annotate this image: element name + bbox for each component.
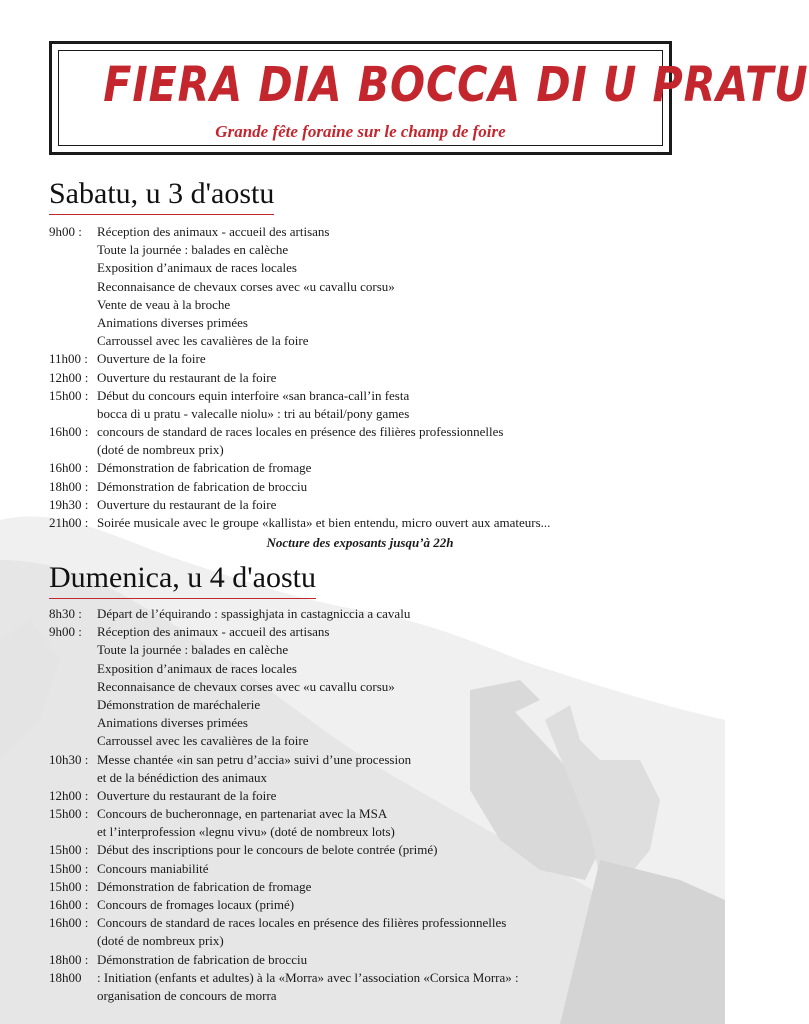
schedule-text: Démonstration de fabrication de fromage (97, 460, 312, 476)
schedule-time: 15h00 : (49, 806, 89, 822)
schedule-time: 10h30 : (49, 751, 89, 767)
schedule-row (49, 860, 689, 878)
schedule-time: 12h00 : (49, 369, 89, 385)
schedule-row (49, 914, 689, 932)
schedule-row (49, 278, 689, 296)
schedule-row (49, 605, 689, 623)
schedule-time: 15h00 : (49, 387, 89, 403)
schedule-row (49, 969, 689, 987)
schedule-text: : Initiation (enfants et adultes) à la «Morra» avec l’association «Corsica Morra» : (97, 969, 519, 985)
schedule-text: Concours de bucheronnage, en partenariat avec la MSA (97, 806, 388, 822)
schedule-text: Ouverture de la foire (97, 351, 206, 367)
nocturne-note: Nocture des exposants jusqu’à 22h (266, 535, 454, 550)
schedule-row (49, 332, 689, 350)
schedule-text: (doté de nombreux prix) (97, 933, 224, 949)
schedule-row (49, 223, 689, 241)
schedule-text: Concours maniabilité (97, 860, 209, 876)
schedule-row (49, 241, 689, 259)
schedule-text: Réception des animaux - accueil des artisans (97, 224, 330, 239)
day1-schedule (49, 223, 689, 532)
schedule-text: Vente de veau à la broche (97, 296, 231, 312)
schedule-text: Début des inscriptions pour le concours de belote contrée (primé) (97, 842, 438, 858)
schedule-text: Exposition d’animaux de races locales (97, 660, 297, 676)
schedule-row (49, 387, 689, 405)
schedule-time: 9h00 : (49, 624, 82, 640)
banner-title: FIERA DIA BOCCA DI U PRATU (103, 57, 809, 113)
schedule-time: 18h00 : (49, 478, 89, 494)
schedule-text: Démonstration de maréchalerie (97, 696, 261, 712)
schedule-time: 12h00 : (49, 787, 89, 803)
schedule-time: 16h00 : (49, 460, 89, 476)
schedule-row (49, 350, 689, 368)
schedule-row (49, 696, 689, 714)
schedule-text: Départ de l’équirando : spassighjata in castagniccia a cavalu (97, 606, 411, 621)
schedule-row (49, 259, 689, 277)
schedule-row (49, 805, 689, 823)
schedule-text: Ouverture du restaurant de la foire (97, 369, 277, 385)
schedule-text: bocca di u pratu - valecalle niolu» : tri au bétail/pony games (97, 405, 410, 421)
schedule-time: 15h00 : (49, 842, 89, 858)
schedule-row (49, 441, 689, 459)
schedule-row (49, 732, 689, 750)
schedule-time: 16h00 : (49, 915, 89, 931)
schedule-text: Messe chantée «in san petru d’accia» suivi d’une procession (97, 751, 412, 767)
schedule-row (49, 951, 689, 969)
schedule-row (49, 314, 689, 332)
schedule-time: 16h00 : (49, 897, 89, 912)
schedule-text: Animations diverses primées (97, 715, 248, 731)
schedule-row (49, 896, 689, 914)
schedule-text: Carroussel avec les cavalières de la foire (97, 733, 309, 749)
schedule-text: Concours de standard de races locales en présence des filières professionnelles (97, 915, 507, 931)
schedule-row (49, 641, 689, 659)
schedule-row (49, 423, 689, 441)
schedule-time: 18h00 (49, 969, 82, 985)
schedule-time: 19h30 : (49, 496, 89, 512)
schedule-time: 15h00 : (49, 878, 89, 894)
schedule-text: (doté de nombreux prix) (97, 442, 224, 458)
schedule-text: Ouverture du restaurant de la foire (97, 496, 277, 512)
schedule-row (49, 841, 689, 859)
schedule-text: Démonstration de fabrication de brocciu (97, 951, 308, 967)
schedule-text: Carroussel avec les cavalières de la foire (97, 333, 309, 349)
schedule-text: Reconnaisance de chevaux corses avec «u cavallu corsu» (97, 678, 395, 694)
schedule-row (49, 714, 689, 732)
schedule-text: Toute la journée : balades en calèche (97, 642, 289, 658)
schedule-row (49, 751, 689, 769)
day1-heading: Sabatu, u 3 d'aostu (49, 176, 274, 215)
schedule-time: 9h00 : (49, 224, 82, 239)
schedule-row (49, 769, 689, 787)
schedule-text: Animations diverses primées (97, 314, 248, 330)
schedule-row (49, 496, 689, 514)
schedule-text: Démonstration de fabrication de fromage (97, 878, 312, 894)
schedule-time: 8h30 : (49, 606, 82, 621)
schedule-text: et l’interprofession «legnu vivu» (doté de nombreux lots) (97, 824, 395, 840)
schedule-row (49, 678, 689, 696)
schedule-text: organisation de concours de morra (97, 987, 277, 1003)
schedule-row (49, 787, 689, 805)
day2-schedule (49, 605, 689, 1005)
schedule-row (49, 369, 689, 387)
schedule-text: Début du concours equin interfoire «san branca-call’in festa (97, 387, 410, 403)
schedule-row (49, 623, 689, 641)
schedule-row (49, 932, 689, 950)
day2-heading: Dumenica, u 4 d'aostu (49, 560, 316, 599)
schedule-row (49, 823, 689, 841)
schedule-row (49, 987, 689, 1005)
banner-subtitle: Grande fête foraine sur le champ de foire (215, 122, 506, 141)
schedule-text: Concours de fromages locaux (primé) (97, 897, 295, 912)
title-banner (49, 41, 809, 155)
schedule-text: Soirée musicale avec le groupe «kallista» et bien entendu, micro ouvert aux amateurs... (97, 515, 551, 530)
schedule-time: 11h00 : (49, 351, 88, 367)
schedule-time: 16h00 : (49, 424, 89, 440)
schedule-time: 15h00 : (49, 860, 89, 876)
schedule-text: et de la bénédiction des animaux (97, 769, 268, 785)
schedule-text: Toute la journée : balades en calèche (97, 242, 289, 258)
schedule-row (49, 459, 689, 477)
schedule-row (49, 296, 689, 314)
schedule-row (49, 478, 689, 496)
schedule-time: 18h00 : (49, 951, 89, 967)
schedule-text: Démonstration de fabrication de brocciu (97, 478, 308, 494)
schedule-row (49, 405, 689, 423)
schedule-row (49, 878, 689, 896)
schedule-text: concours de standard de races locales en présence des filières professionnelles (97, 424, 504, 440)
schedule-text: Ouverture du restaurant de la foire (97, 787, 277, 803)
schedule-text: Exposition d’animaux de races locales (97, 260, 297, 276)
schedule-row (49, 514, 689, 532)
schedule-text: Reconnaisance de chevaux corses avec «u cavallu corsu» (97, 278, 395, 294)
schedule-text: Réception des animaux - accueil des artisans (97, 624, 330, 640)
schedule-row (49, 660, 689, 678)
schedule-time: 21h00 : (49, 515, 89, 530)
